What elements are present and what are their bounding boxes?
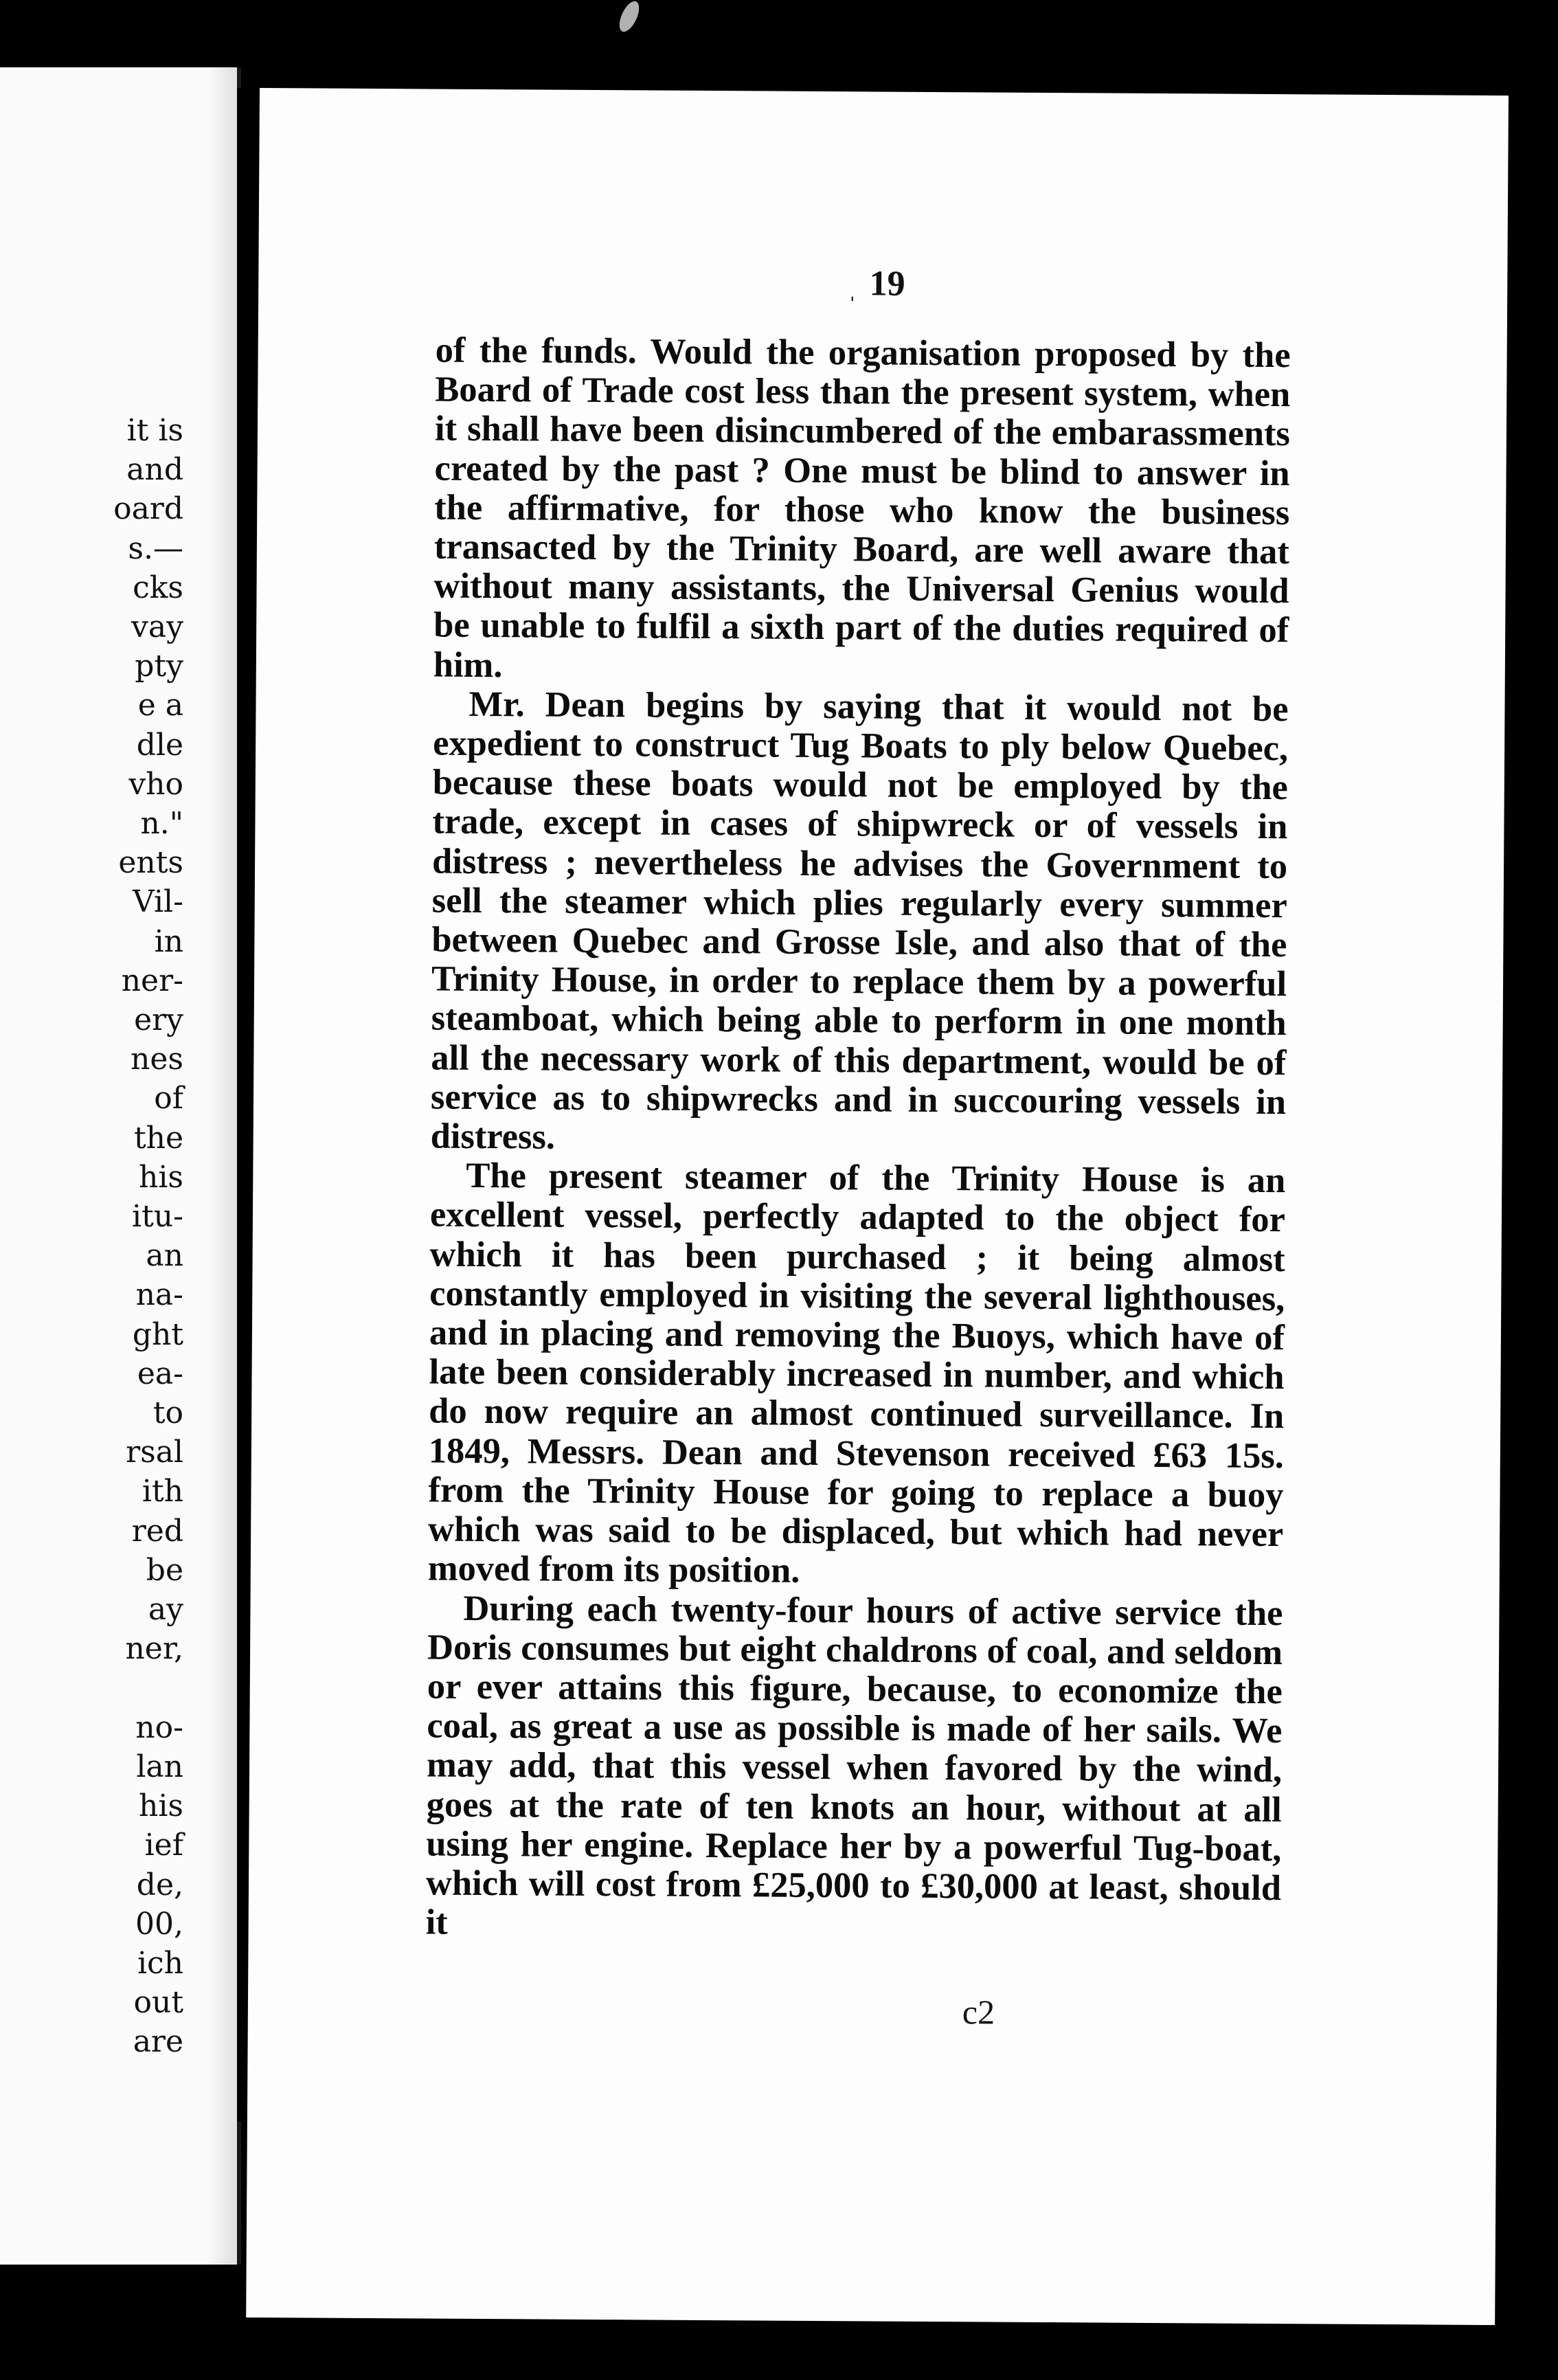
page-number [848,263,905,304]
left-fragment-line: ith [142,1474,183,1509]
left-fragment-line: his [139,1159,183,1195]
left-fragment-line: no- [135,1709,183,1745]
left-fragment-line: Vil- [132,884,183,920]
left-fragment-line: cks [133,570,183,605]
left-fragment-line: ght [132,1316,183,1352]
left-fragment-line: ief [144,1828,183,1863]
page-mark: ˌ [848,270,857,302]
left-fragment-line: his [139,1788,183,1824]
left-fragment-line: n." [140,806,183,842]
ink-blot [616,0,643,34]
left-fragment-line: in [154,923,183,959]
left-fragment-line: e a [137,688,183,723]
paragraph: Mr. Dean begins by saying that it would not be expedient to construct Tug Boats to ply below Quebec, because these boats would not be employed by the trade, except in cases of shipwreck or of vessels in distress ; nevertheless he advises the Government to sell the steamer which plies regularly every summer between Quebec and Grosse Isle, and also that of the Trinity House, in order to replace them by a powerful steamboat, which being able to perform in one month all the necessary work of this department, would be of service as to shipwrecks and in succouring vessels in distress. [430,684,1289,1157]
paragraph: During each twenty-four hours of active service the Doris consumes but eight chaldrons of coal, and seldom or ever attains this figure, because, to economize the coal, as great a use as possible is made of her sails. We may add, that this vessel when favored by the wind, goes at the rate of ten knots an hour, without at all using her engine. Replace her by a powerful Tug-boat, which will cost from £25,000 to £30,000 at least, should it [425,1588,1283,1942]
left-fragment-line: of [154,1081,183,1116]
left-fragment-line: vho [128,766,183,802]
left-fragment-line: the [133,1120,183,1156]
left-fragment-line: ery [134,1002,183,1038]
left-page-text-fragments [0,411,237,2062]
left-fragment-line: ea- [137,1356,183,1391]
left-fragment-line: rsal [126,1435,183,1470]
signature-mark: c2 [962,1992,995,2032]
left-fragment-line: de, [136,1867,183,1902]
left-fragment-line: ents [118,845,183,881]
left-fragment-line: s.— [128,530,183,566]
paragraph: The present steamer of the Trinity House is an excellent vessel, perfectly adapted to the object for which it has been purchased ; it being almost constantly employed in visiting the several lighthouses, and in placing and removing the Buoys, which have of late been considerably increased in number, and which do now require an almost continued surveillance. In 1849, Messrs. Dean and Stevenson received £63 15s. from the Trinity House for going to replace a buoy which was said to be displaced, but which had never moved from its position. [427,1156,1286,1591]
left-fragment-line: ner, [125,1631,183,1667]
left-fragment-line: ner- [121,963,183,998]
left-fragment-line: an [146,1238,183,1274]
left-fragment-line: out [133,1985,183,2021]
left-fragment-line: lan [136,1749,183,1784]
right-page [246,88,1509,2325]
left-fragment-gap [0,1669,237,1708]
page-number-value: 19 [869,264,905,304]
page-gutter-shadow [206,67,240,2265]
left-fragment-line: be [146,1552,183,1588]
left-fragment-line: nes [131,1042,183,1077]
left-fragment-line: vay [131,609,183,645]
left-fragment-line: to [153,1395,183,1431]
left-fragment-line: 00, [135,1906,183,1942]
left-fragment-line: red [131,1513,183,1549]
left-page [0,67,241,2265]
left-fragment-line: oard [113,491,183,527]
left-fragment-line: ay [148,1592,183,1628]
page-body [426,331,1291,1948]
left-fragment-line: pty [135,649,183,684]
left-fragment-line: it is [126,413,183,448]
left-fragment-line: are [133,2024,183,2060]
paragraph: of the funds. Would the organisation proposed by the Board of Trade cost less than the present system, when it shall have been disincumbered of the embarassments created by the past ? One must be blind to answer in the affirmative, for those who know the business transacted by the Trinity Board, are well aware that without many assistants, the Universal Genius would be unable to fulfil a sixth part of the duties required of him. [433,330,1291,685]
left-fragment-line: dle [136,727,183,763]
left-fragment-line: and [126,452,183,488]
left-fragment-line: ich [137,1945,183,1981]
left-fragment-line: itu- [132,1199,183,1235]
left-fragment-line: na- [135,1277,183,1313]
